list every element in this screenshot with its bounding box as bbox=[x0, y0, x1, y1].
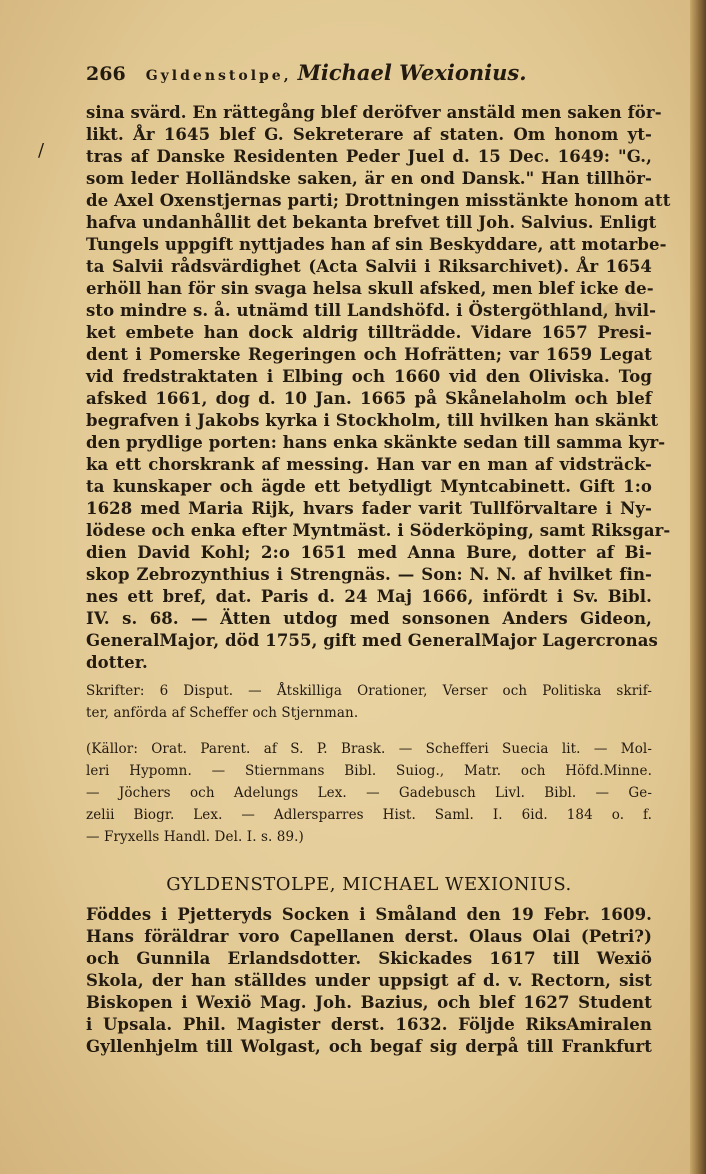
page-number: 266 bbox=[86, 63, 126, 85]
text-line: tras af Danske Residenten Peder Juel d. 15 Dec. 1649: "G., bbox=[86, 147, 652, 166]
running-header bbox=[86, 60, 652, 85]
section-heading: GYLDENSTOLPE, MICHAEL WEXIONIUS. bbox=[166, 874, 572, 895]
text-line: Skola, der han ställdes under uppsigt af d. v. Rectorn, sist bbox=[86, 971, 652, 990]
note-line: Skrifter: 6 Disput. — Åtskilliga Orationer, Verser och Politiska skrif- bbox=[86, 683, 652, 699]
text-line: ta Salvii rådsvärdighet (Acta Salvii i Riksarchivet). År 1654 bbox=[86, 257, 652, 276]
text-line: dotter. bbox=[86, 653, 148, 672]
note-line: leri Hypomn. — Stiernmans Bibl. Suiog., Matr. och Höfd.Minne. bbox=[86, 763, 652, 779]
text-line: nes ett bref, dat. Paris d. 24 Maj 1666, infördt i Sv. Bibl. bbox=[86, 587, 652, 606]
text-line: Tungels uppgift nyttjades han af sin Beskyddare, att motarbe- bbox=[86, 235, 667, 254]
section-text bbox=[86, 904, 652, 1058]
text-line: Biskopen i Wexiö Mag. Joh. Bazius, och blef 1627 Student bbox=[86, 993, 652, 1012]
text-line: den prydlige porten: hans enka skänkte sedan till samma kyr- bbox=[86, 433, 666, 452]
main-text bbox=[86, 102, 671, 674]
skrifter-note bbox=[86, 680, 652, 724]
text-line: dien David Kohl; 2:o 1651 med Anna Bure, dotter af Bi- bbox=[86, 543, 652, 562]
text-line: i Upsala. Phil. Magister derst. 1632. Följde RiksAmiralen bbox=[86, 1015, 652, 1034]
text-line: Gyllenhjelm till Wolgast, och begaf sig derpå till Frankfurt bbox=[86, 1037, 652, 1056]
text-line: GeneralMajor, död 1755, gift med GeneralMajor Lagercronas bbox=[86, 631, 658, 650]
text-line: 1628 med Maria Rijk, hvars fader varit Tullförvaltare i Ny- bbox=[86, 499, 652, 518]
text-line: ta kunskaper och ägde ett betydligt Myntcabinett. Gift 1:o bbox=[86, 477, 652, 496]
text-line: hafva undanhållit det bekanta brefvet till Joh. Salvius. Enligt bbox=[86, 213, 657, 232]
note-line: ter, anförda af Scheffer och Stjernman. bbox=[86, 705, 359, 721]
text-line: Föddes i Pjetteryds Socken i Småland den 19 Febr. 1609. bbox=[86, 905, 652, 924]
note-line: — Fryxells Handl. Del. I. s. 89.) bbox=[86, 829, 304, 845]
text-line: de Axel Oxenstjernas parti; Drottningen misstänkte honom att bbox=[86, 191, 671, 210]
book-spine-edge bbox=[690, 0, 706, 1174]
text-line: afsked 1661, dog d. 10 Jan. 1665 på Skånelaholm och blef bbox=[86, 389, 652, 408]
text-line: vid fredstraktaten i Elbing och 1660 vid den Oliviska. Tog bbox=[86, 367, 652, 386]
text-line: ka ett chorskrank af messing. Han var en man af vidsträck- bbox=[86, 455, 652, 474]
kallor-note bbox=[86, 738, 652, 848]
margin-mark: / bbox=[38, 140, 45, 161]
text-line: begrafven i Jakobs kyrka i Stockholm, till hvilken han skänkt bbox=[86, 411, 659, 430]
text-line: Hans föräldrar voro Capellanen derst. Olaus Olai (Petri?) bbox=[86, 927, 652, 946]
note-line: zelii Biogr. Lex. — Adlersparres Hist. Saml. I. 6id. 184 o. f. bbox=[86, 807, 652, 823]
text-line: IV. s. 68. — Ätten utdog med sonsonen Anders Gideon, bbox=[86, 609, 652, 628]
text-line: lödese och enka efter Myntmäst. i Söderköping, samt Riksgar- bbox=[86, 521, 671, 540]
text-line: dent i Pomerske Regeringen och Hofrätten; var 1659 Legat bbox=[86, 345, 652, 364]
text-line: och Gunnila Erlandsdotter. Skickades 1617 till Wexiö bbox=[86, 949, 652, 968]
running-subject: Michael Wexionius. bbox=[297, 60, 527, 85]
note-line: (Källor: Orat. Parent. af S. P. Brask. — Schefferi Suecia lit. — Mol- bbox=[86, 741, 652, 757]
text-line: likt. År 1645 blef G. Sekreterare af staten. Om honom yt- bbox=[86, 125, 652, 144]
text-line: sto mindre s. å. utnämd till Landshöfd. i Östergöthland, hvil- bbox=[86, 301, 657, 320]
note-line: — Jöchers och Adelungs Lex. — Gadebusch Livl. Bibl. — Ge- bbox=[86, 785, 652, 801]
text-line: ket embete han dock aldrig tillträdde. Vidare 1657 Presi- bbox=[86, 323, 652, 342]
text-line: skop Zebrozynthius i Strengnäs. — Son: N. N. af hvilket fin- bbox=[86, 565, 652, 584]
text-line: erhöll han för sin svaga helsa skull afsked, men blef icke de- bbox=[86, 279, 654, 298]
text-line: sina svärd. En rättegång blef deröfver anstäld men saken för- bbox=[86, 103, 662, 122]
text-line: som leder Holländske saken, är en ond Dansk." Han tillhör- bbox=[86, 169, 652, 188]
running-title: Gyldenstolpe, bbox=[145, 68, 292, 84]
